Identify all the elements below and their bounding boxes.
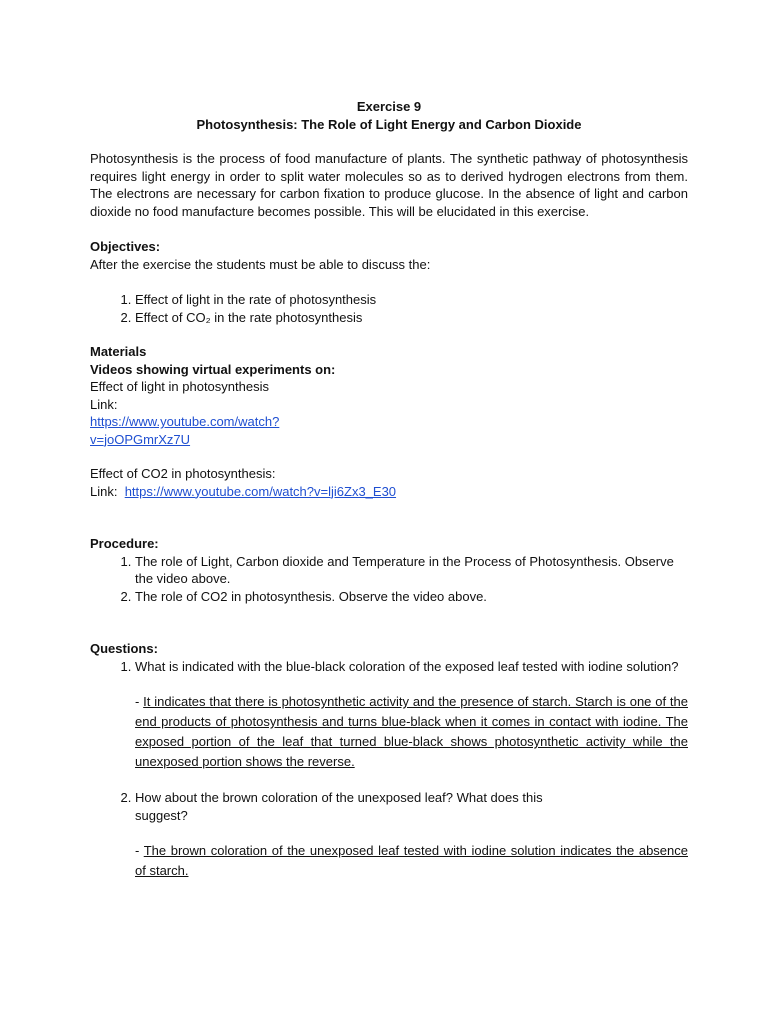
- video1-link-label: Link:: [90, 396, 118, 412]
- list-item: 2. The role of CO2 in photosynthesis. Observe the video above.: [135, 588, 688, 606]
- video2-link[interactable]: https://www.youtube.com/watch?v=lji6Zx3_E30: [124, 483, 397, 499]
- video2-title: Effect of CO2 in photosynthesis:: [90, 466, 276, 481]
- video1-link-part1[interactable]: https://www.youtube.com/watch?: [90, 414, 280, 429]
- answer-body: The brown coloration of the unexposed leaf tested with iodine solution indicates the absence of starch.: [135, 843, 688, 878]
- list-item: 1. The role of Light, Carbon dioxide and Temperature in the Process of Photosynthesis. Observe the video above.: [135, 553, 688, 588]
- video1-link-part2[interactable]: v=joOPGmrXz7U: [90, 431, 191, 447]
- answer-dash: -: [135, 694, 144, 709]
- question-text-line1: 2. How about the brown coloration of the unexposed leaf? What does this: [135, 790, 543, 805]
- materials-heading: Materials: [90, 344, 147, 359]
- procedure-list: [90, 553, 688, 606]
- objectives-list: [90, 291, 688, 326]
- question-item: [135, 658, 688, 773]
- answer-dash: -: [135, 843, 144, 858]
- video1-title: Effect of light in photosynthesis: [90, 379, 269, 394]
- question-text: 1. What is indicated with the blue-black coloration of the exposed leaf tested with iodine solution?: [135, 658, 679, 674]
- exercise-number: Exercise 9: [356, 99, 422, 114]
- procedure-heading: Procedure:: [90, 536, 159, 551]
- questions-section: [90, 640, 688, 881]
- question-text-line2: suggest?: [135, 807, 188, 823]
- document-title: Photosynthesis: The Role of Light Energy and Carbon Dioxide: [196, 117, 582, 132]
- questions-list: [90, 658, 688, 882]
- list-item: 2. Effect of CO₂ in the rate photosynthesis: [135, 309, 688, 327]
- answer-text: [135, 692, 688, 772]
- intro-paragraph: Photosynthesis is the process of food manufacture of plants. The synthetic pathway of photosynthesis requires light energy in order to split water molecules so as to derived hydrogen electrons from them. The electrons are necessary for carbon fixation to produce glucose. In the absence of light and carbon dioxide no food manufacture becomes possible. This will be elucidated in this exercise.: [90, 151, 688, 219]
- document-page: [90, 98, 688, 881]
- objectives-section: [90, 238, 688, 326]
- materials-section: [90, 343, 688, 500]
- objectives-heading: Objectives:: [90, 239, 161, 254]
- answer-text: [135, 841, 688, 881]
- question-item: [135, 789, 688, 881]
- materials-subheading: Videos showing virtual experiments on:: [90, 361, 336, 377]
- list-item: 1. Effect of light in the rate of photosynthesis: [135, 291, 688, 309]
- video2-link-label: Link:: [90, 483, 118, 499]
- answer-body: It indicates that there is photosynthetic activity and the presence of starch. Starch is one of the end products of photosynthesis and turns blue-black when it comes in contact with iodine. The exposed portion of the leaf that turned blue-black shows photosynthetic activity while the unexposed portion shows the reverse.: [135, 694, 688, 769]
- procedure-section: [90, 535, 688, 605]
- title-block: [90, 98, 688, 134]
- video2-link-row: [90, 483, 688, 501]
- objectives-lead: After the exercise the students must be able to discuss the:: [90, 256, 431, 272]
- questions-heading: Questions:: [90, 641, 158, 656]
